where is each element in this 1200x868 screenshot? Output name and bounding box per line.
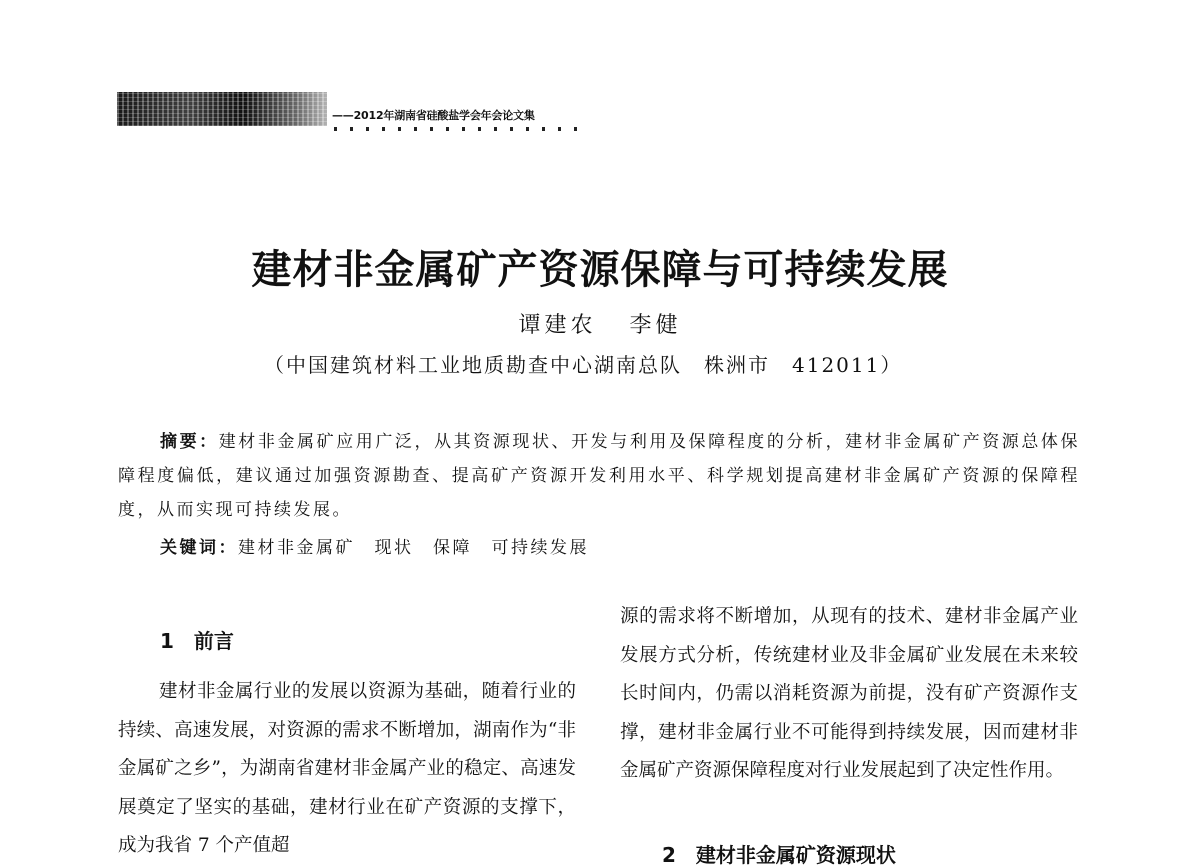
section-2-heading: 2 建材非金属矿资源现状 [662, 843, 896, 867]
paper-title: 建材非金属矿产资源保障与可持续发展 [251, 246, 949, 293]
authors: 谭建农 李健 [518, 313, 682, 338]
abstract-text: 建材非金属矿应用广泛，从其资源现状、开发与利用及保障程度的分析，建材非金属矿产资源总体保障程度偏低，建议通过加强资源勘查、提高矿产资源开发利用水平、科学规划提高建材非金属矿产资源的保障程度，从而实现可持续发展。 [118, 432, 1081, 520]
section-1-heading: 1 前言 [160, 629, 234, 653]
header-dot-rule [334, 127, 582, 131]
keywords-label: 关键词： [160, 538, 238, 558]
body-right-column: 源的需求将不断增加，从现有的技术、建材非金属产业发展方式分析，传统建材业及非金属矿业发展在未来较长时间内，仍需以消耗资源为前提，没有矿产资源作支撑，建材非金属行业不可能得到持续发展，因而建材非金属矿产资源保障程度对行业发展起到了决定性作用。 [620, 606, 1078, 781]
affiliation: （中国建筑材料工业地质勘查中心湖南总队 株洲市 412011） [264, 353, 903, 377]
keywords [160, 533, 589, 558]
abstract-label: 摘要： [160, 432, 219, 452]
series-title: ——2012年湖南省硅酸盐学会年会论文集 [332, 109, 535, 122]
abstract [118, 425, 1080, 527]
proceedings-logo [117, 92, 327, 126]
body-left-column: 建材非金属行业的发展以资源为基础，随着行业的持续、高速发展，对资源的需求不断增加，湖南作为“非金属矿之乡”，为湖南省建材非金属产业的稳定、高速发展奠定了坚实的基础，建材行业在矿产资源的支撑下，成为我省 7 个产值超 [118, 681, 576, 856]
keywords-text: 建材非金属矿 现状 保障 可持续发展 [238, 538, 589, 558]
